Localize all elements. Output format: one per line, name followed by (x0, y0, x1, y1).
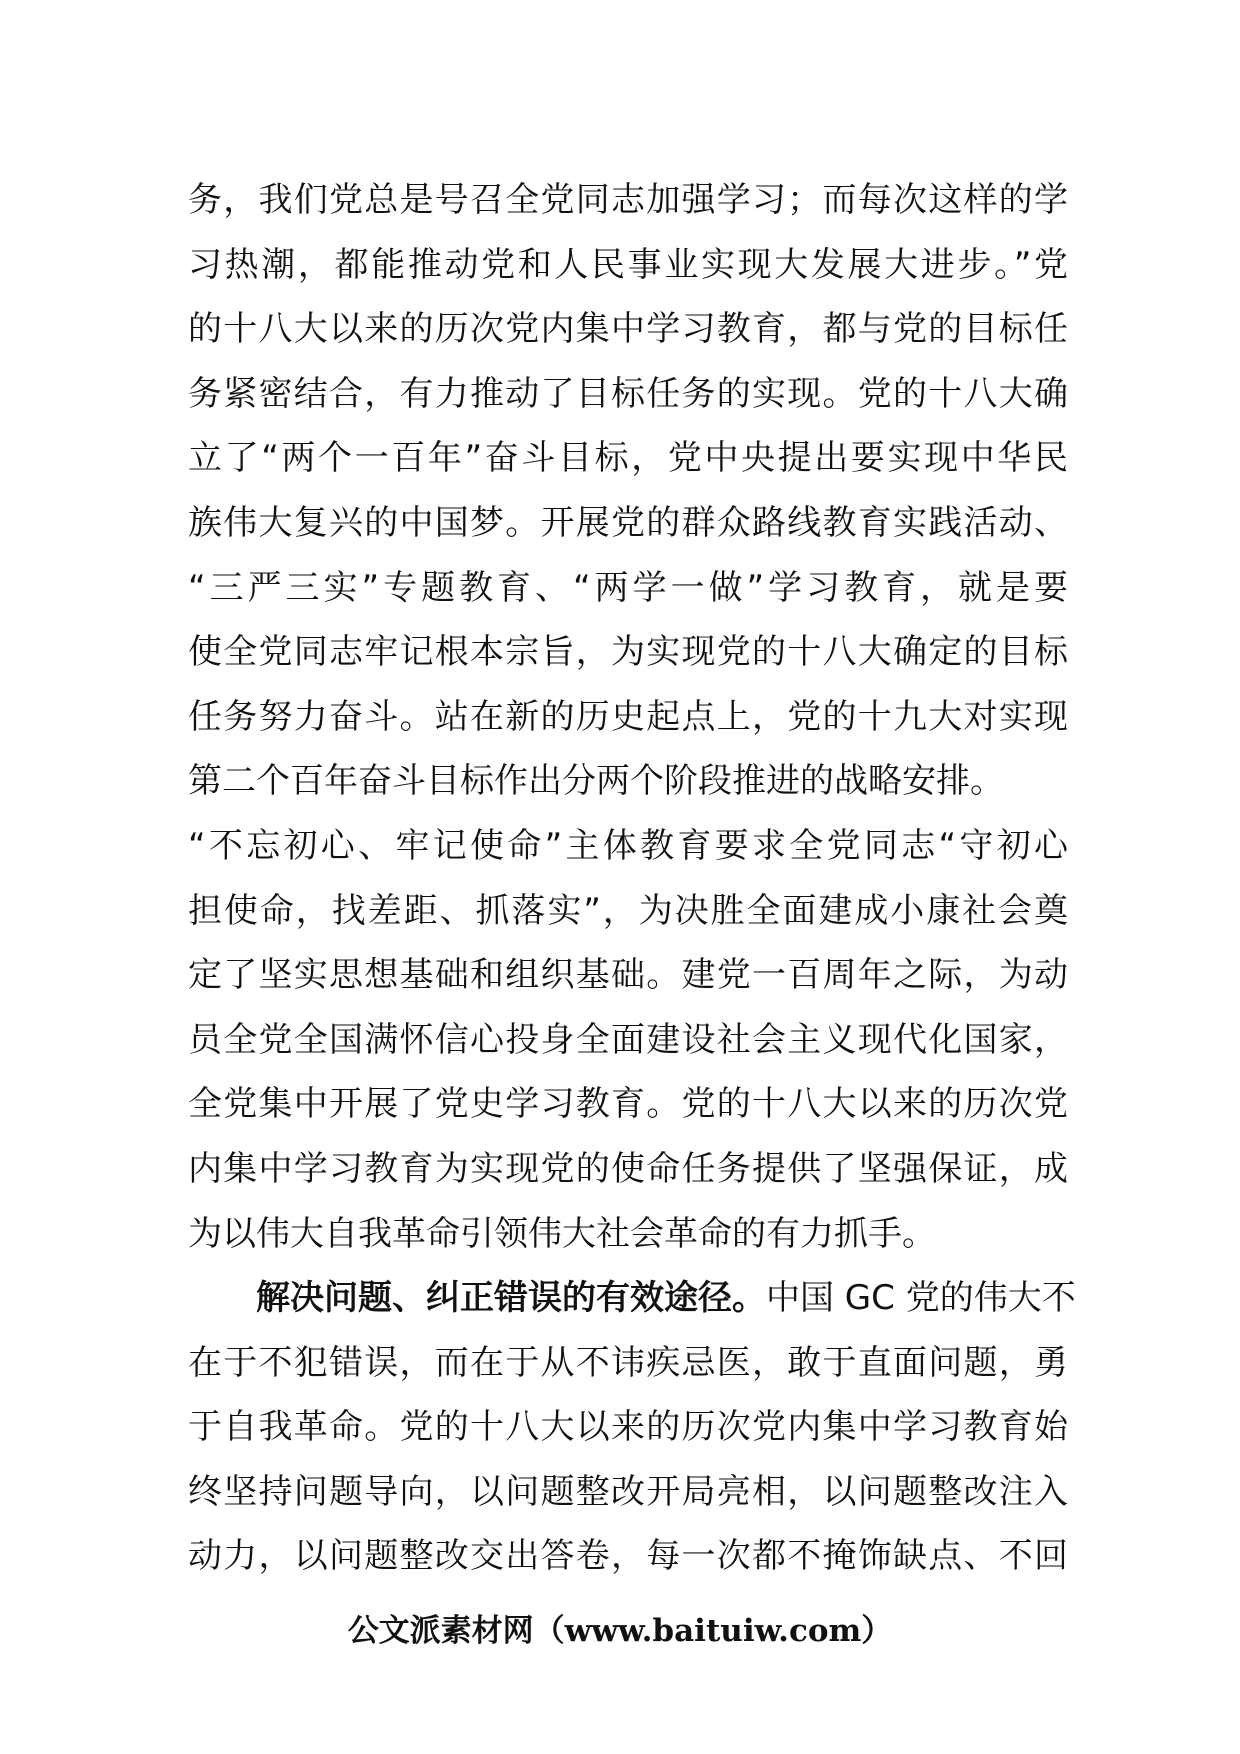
paragraph-heading: 解决问题、纠正错误的有效途径。 (256, 1278, 766, 1319)
text-line: 使全党同志牢记根本宗旨，为实现党的十八大确定的目标 (188, 632, 1068, 673)
paragraph-lead-text: 中国 GC 党的伟大不 (766, 1278, 1076, 1319)
text-line: 务紧密结合，有力推动了目标任务的实现。党的十八大确 (188, 373, 1068, 414)
text-line: 员全党全国满怀信心投身全面建设社会主义现代化国家， (188, 1019, 1068, 1060)
text-line: 内集中学习教育为实现党的使命任务提供了坚强保证，成 (188, 1148, 1068, 1189)
text-line: 担使命，找差距、抓落实”，为决胜全面建成小康社会奠 (188, 890, 1068, 931)
paragraph-1 (188, 168, 1068, 1266)
text-line: 族伟大复兴的中国梦。开展党的群众路线教育实践活动、 (188, 502, 1068, 543)
text-line: 第二个百年奋斗目标作出分两个阶段推进的战略安排。 (188, 761, 1004, 802)
text-line: 的十八大以来的历次党内集中学习教育，都与党的目标任 (188, 309, 1068, 350)
text-line: 任务努力奋斗。站在新的历史起点上，党的十九大对实现 (188, 696, 1068, 737)
text-line: “三严三实”专题教育、“两学一做”学习教育，就是要 (188, 567, 1068, 608)
text-line: “不忘初心、牢记使命”主体教育要求全党同志“守初心 (188, 825, 1068, 866)
text-line: 务，我们党总是号召全党同志加强学习；而每次这样的学 (188, 180, 1068, 220)
text-line: 全党集中开展了党史学习教育。党的十八大以来的历次党 (188, 1084, 1068, 1125)
text-line: 终坚持问题导向，以问题整改开局亮相，以问题整改注入 (188, 1471, 1068, 1512)
text-line: 在于不犯错误，而在于从不讳疾忌医，敢于直面问题，勇 (188, 1342, 1068, 1383)
text-line: 习热潮，都能推动党和人民事业实现大发展大进步。”党 (188, 244, 1068, 285)
text-line (188, 1266, 1076, 1331)
document-body (188, 168, 1076, 1589)
text-line: 于自我革命。党的十八大以来的历次党内集中学习教育始 (188, 1407, 1068, 1448)
paragraph-2 (188, 1266, 1076, 1589)
footer-watermark: 公文派素材网（www.baituiw.com） (347, 1613, 893, 1649)
text-line: 立了“两个一百年”奋斗目标，党中央提出要实现中华民 (188, 438, 1068, 479)
text-line: 定了坚实思想基础和组织基础。建党一百周年之际，为动 (188, 955, 1068, 996)
text-line: 为以伟大自我革命引领伟大社会革命的有力抓手。 (188, 1213, 936, 1254)
text-line: 动力，以问题整改交出答卷，每一次都不掩饰缺点、不回 (188, 1536, 1068, 1577)
